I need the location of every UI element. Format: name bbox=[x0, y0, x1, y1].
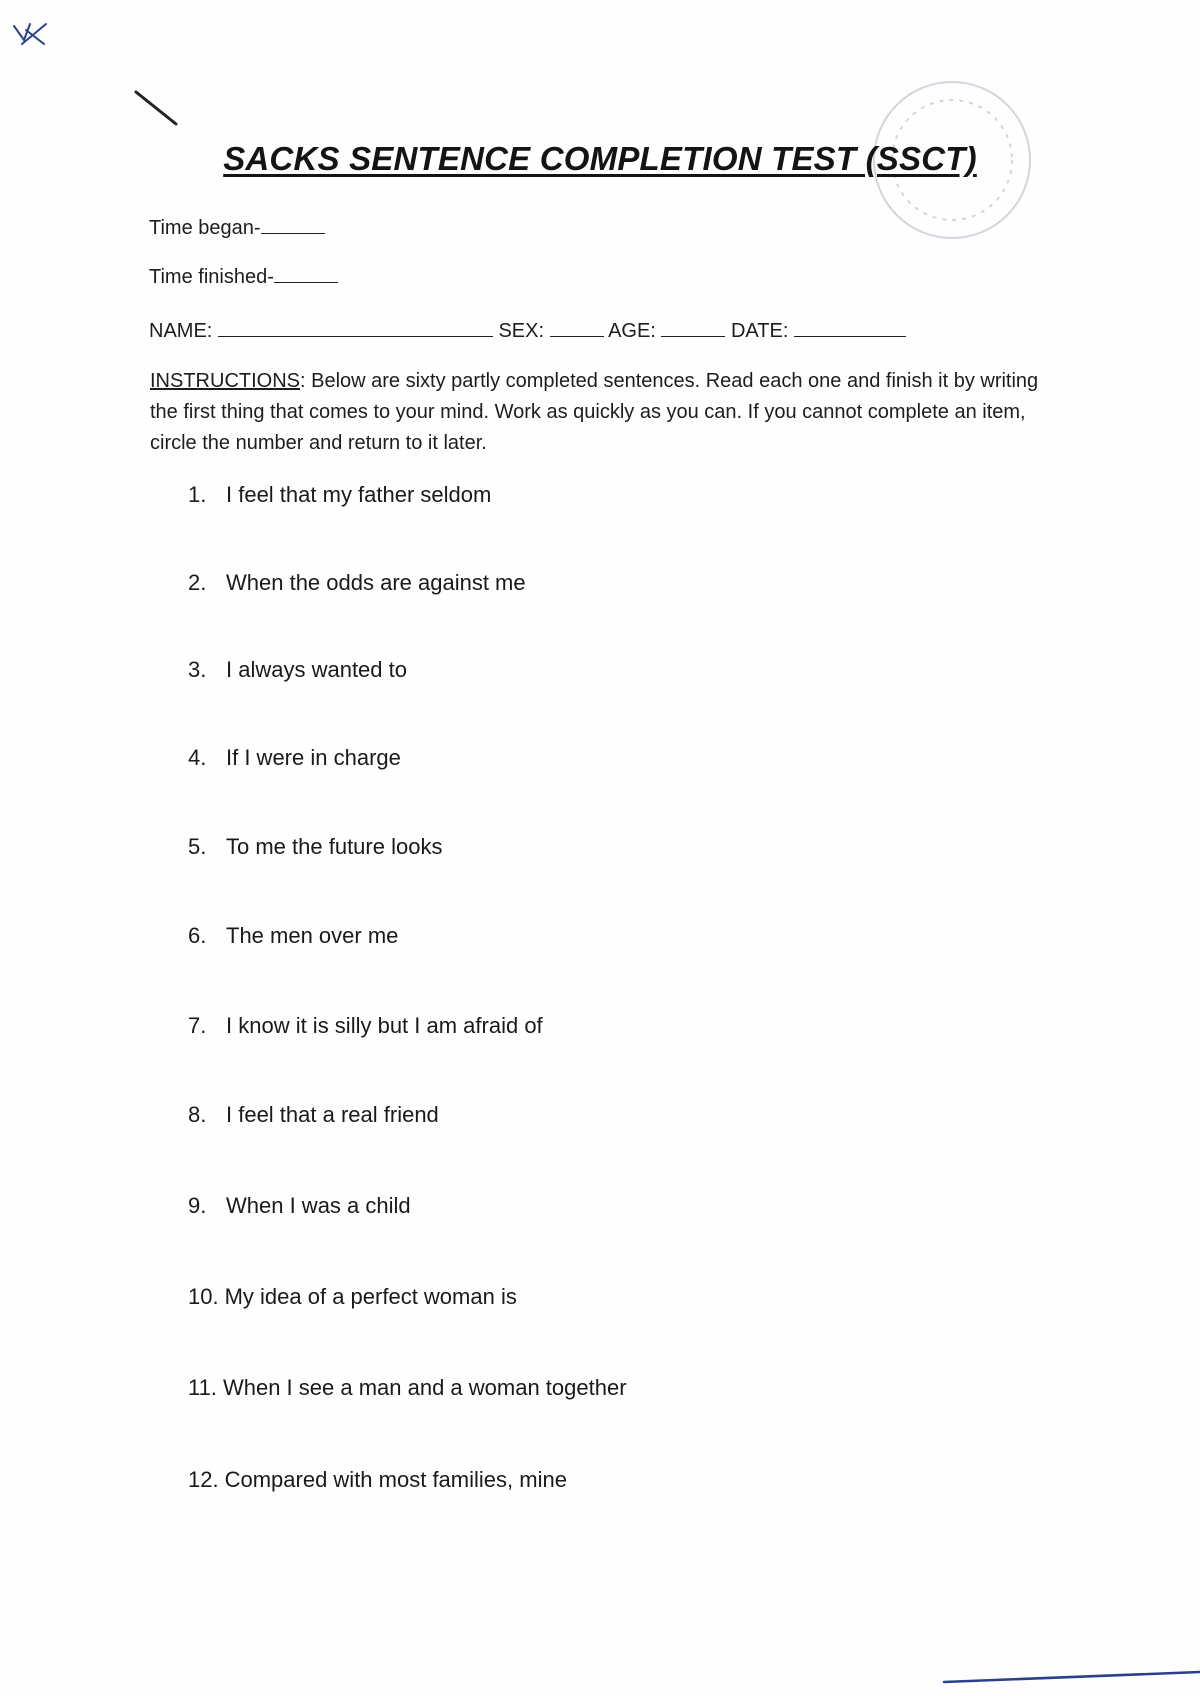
item-number: 10. bbox=[188, 1284, 219, 1309]
item-number: 8. bbox=[188, 1102, 207, 1127]
respondent-info-row bbox=[149, 318, 906, 343]
item-number: 4. bbox=[188, 745, 207, 770]
pen-bottom-stroke bbox=[944, 1672, 1200, 1682]
time-began-field bbox=[149, 215, 325, 240]
sentence-item bbox=[188, 1013, 543, 1039]
sentence-item bbox=[188, 745, 401, 771]
name-blank[interactable] bbox=[218, 318, 493, 337]
item-number: 12. bbox=[188, 1467, 219, 1492]
sentence-item bbox=[188, 834, 442, 860]
item-number: 5. bbox=[188, 834, 207, 859]
item-text: I know it is silly but I am afraid of bbox=[226, 1013, 543, 1038]
name-label: NAME: bbox=[149, 320, 213, 342]
sentence-item bbox=[188, 1467, 567, 1493]
item-number: 1. bbox=[188, 482, 207, 507]
item-number: 11. bbox=[188, 1375, 217, 1400]
item-text: The men over me bbox=[226, 923, 399, 948]
sex-label: SEX: bbox=[498, 320, 545, 342]
time-began-blank[interactable] bbox=[261, 215, 325, 234]
page-title: SACKS SENTENCE COMPLETION TEST (SSCT) bbox=[223, 140, 977, 177]
time-finished-field bbox=[149, 264, 338, 289]
item-text: When the odds are against me bbox=[226, 570, 526, 595]
item-text: If I were in charge bbox=[226, 745, 401, 770]
time-finished-label: Time finished- bbox=[149, 266, 274, 288]
time-began-label: Time began- bbox=[149, 217, 261, 239]
item-text: To me the future looks bbox=[226, 834, 443, 859]
item-text: I always wanted to bbox=[226, 657, 407, 682]
item-text: When I was a child bbox=[226, 1193, 411, 1218]
item-number: 9. bbox=[188, 1193, 207, 1218]
pen-cross-mark bbox=[14, 24, 46, 44]
item-text: When I see a man and a woman together bbox=[222, 1375, 627, 1400]
age-label: AGE: bbox=[608, 320, 656, 342]
sentence-item bbox=[188, 482, 491, 508]
item-number: 7. bbox=[188, 1013, 207, 1038]
time-finished-blank[interactable] bbox=[274, 264, 338, 283]
item-text: I feel that my father seldom bbox=[226, 482, 492, 507]
instructions-paragraph bbox=[150, 366, 1070, 459]
pen-slash-mark bbox=[136, 92, 176, 124]
item-number: 2. bbox=[188, 570, 207, 595]
item-text: I feel that a real friend bbox=[226, 1102, 439, 1127]
date-blank[interactable] bbox=[794, 318, 906, 337]
sentence-item bbox=[188, 570, 526, 596]
date-label: DATE: bbox=[730, 320, 789, 342]
sentence-item bbox=[188, 657, 407, 683]
instructions-text: : Below are sixty partly completed sentences. Read each one and finish it by writing the first thing that comes to your mind. Work as quickly as you can. If you cannot complete an item, circle the number and return to it later. bbox=[150, 370, 1039, 454]
item-text: Compared with most families, mine bbox=[224, 1467, 567, 1492]
sentence-item bbox=[188, 923, 398, 949]
sentence-item bbox=[188, 1102, 439, 1128]
item-number: 3. bbox=[188, 657, 207, 682]
instructions-label: INSTRUCTIONS bbox=[150, 370, 300, 392]
item-number: 6. bbox=[188, 923, 207, 948]
sentence-item bbox=[188, 1284, 517, 1310]
sentence-item bbox=[188, 1193, 411, 1219]
item-text: My idea of a perfect woman is bbox=[224, 1284, 517, 1309]
age-blank[interactable] bbox=[661, 318, 725, 337]
sex-blank[interactable] bbox=[550, 318, 604, 337]
sentence-item bbox=[188, 1375, 627, 1401]
